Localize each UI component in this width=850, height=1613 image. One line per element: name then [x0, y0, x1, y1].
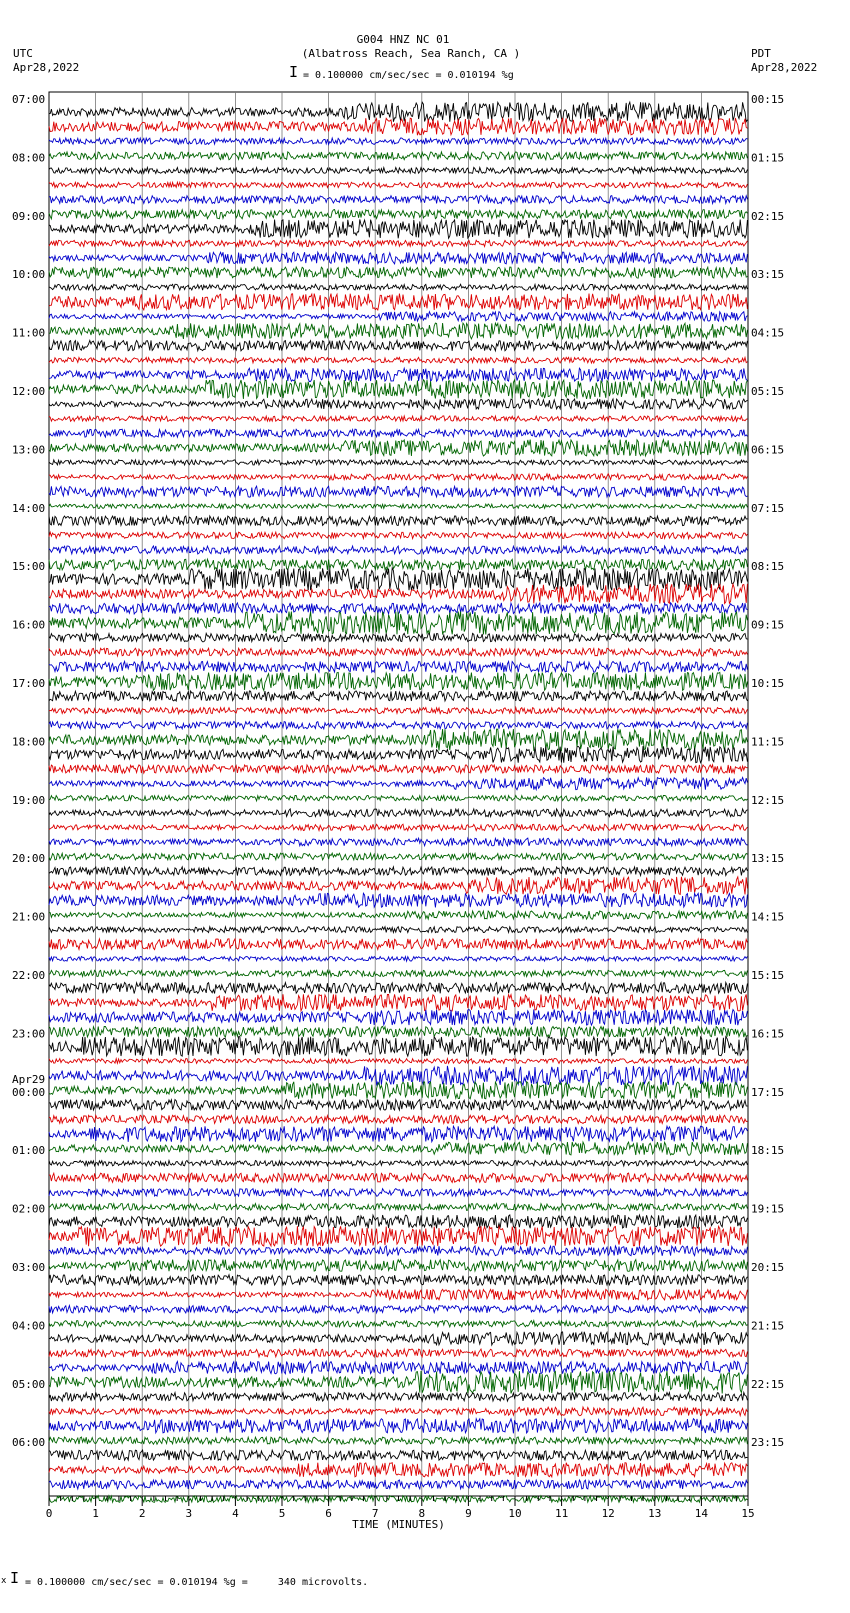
- trace-81: [49, 1275, 747, 1285]
- trace-12: [49, 267, 747, 278]
- x-tick-label: 9: [465, 1507, 472, 1520]
- trace-90: [49, 1407, 747, 1416]
- trace-57: [49, 927, 747, 933]
- x-tick-label: 7: [371, 1507, 379, 1520]
- trace-29: [49, 516, 747, 526]
- trace-59: [49, 957, 747, 962]
- pdt-hour-label: 19:15: [751, 1202, 785, 1216]
- trace-32: [49, 559, 747, 570]
- trace-78: [49, 1226, 747, 1246]
- x-tick-label: 4: [232, 1507, 239, 1520]
- footer-scale-text: = 0.100000 cm/sec/sec = 0.010194 %g = 340 microvolts.: [25, 1577, 369, 1588]
- trace-19: [49, 368, 747, 381]
- trace-92: [49, 1437, 747, 1444]
- trace-30: [49, 532, 747, 538]
- trace-76: [49, 1204, 747, 1211]
- pdt-hour-label: 07:15: [751, 501, 785, 515]
- trace-75: [49, 1189, 747, 1197]
- x-tick-label: 3: [185, 1507, 193, 1520]
- station-location: (Albatross Reach, Sea Ranch, CA ): [301, 47, 521, 60]
- pdt-hour-label: 22:15: [751, 1377, 785, 1391]
- trace-58: [49, 939, 747, 950]
- trace-60: [49, 970, 747, 976]
- pdt-hour-label: 02:15: [751, 209, 785, 223]
- trace-21: [49, 399, 747, 409]
- trace-27: [49, 486, 747, 497]
- day-change-label: Apr29: [12, 1072, 46, 1086]
- trace-24: [49, 440, 747, 456]
- trace-62: [49, 994, 747, 1011]
- right-timezone: PDT: [751, 47, 771, 60]
- x-tick-label: 12: [601, 1507, 615, 1520]
- trace-74: [49, 1173, 747, 1182]
- utc-hour-label: 21:00: [12, 910, 46, 924]
- trace-45: [49, 746, 747, 763]
- utc-hour-label: 18:00: [12, 735, 46, 749]
- trace-66: [49, 1059, 747, 1064]
- x-tick-label: 13: [648, 1507, 662, 1520]
- utc-hour-label: 20:00: [12, 852, 46, 866]
- right-date: Apr28,2022: [751, 61, 818, 74]
- trace-53: [49, 867, 747, 876]
- trace-69: [49, 1100, 747, 1111]
- trace-91: [49, 1419, 747, 1434]
- pdt-hour-label: 18:15: [751, 1144, 785, 1158]
- utc-hour-label: 09:00: [12, 209, 46, 223]
- x-tick-label: 15: [741, 1507, 755, 1520]
- trace-71: [49, 1126, 747, 1142]
- trace-47: [49, 777, 747, 789]
- trace-70: [49, 1115, 747, 1123]
- scale-bar-icon: I: [289, 63, 299, 81]
- utc-hour-label: 23:00: [12, 1027, 46, 1041]
- trace-46: [49, 765, 747, 774]
- pdt-hour-label: 06:15: [751, 443, 785, 457]
- utc-hour-label: 13:00: [12, 443, 46, 457]
- x-tick-label: 6: [325, 1507, 332, 1520]
- trace-9: [49, 219, 747, 238]
- trace-50: [49, 824, 747, 830]
- left-date: Apr28,2022: [13, 61, 80, 74]
- left-timezone: UTC: [13, 47, 33, 60]
- header-scale-text: = 0.100000 cm/sec/sec = 0.010194 %g: [303, 70, 514, 81]
- pdt-hour-label: 03:15: [751, 268, 785, 282]
- trace-28: [49, 504, 747, 508]
- pdt-hour-label: 14:15: [751, 910, 785, 924]
- trace-43: [49, 722, 747, 729]
- trace-77: [49, 1215, 747, 1228]
- trace-31: [49, 546, 747, 554]
- utc-hour-label: 03:00: [12, 1261, 46, 1274]
- utc-hour-label: 19:00: [12, 793, 46, 807]
- trace-8: [49, 210, 747, 219]
- trace-51: [49, 838, 747, 846]
- trace-73: [49, 1161, 747, 1166]
- utc-hour-label: 07:00: [12, 93, 46, 106]
- trace-39: [49, 661, 747, 672]
- trace-7: [49, 196, 747, 204]
- x-tick-label: 2: [138, 1507, 146, 1520]
- trace-40: [49, 672, 747, 690]
- trace-22: [49, 416, 747, 421]
- trace-72: [49, 1142, 747, 1155]
- pdt-hour-label: 17:15: [751, 1085, 785, 1099]
- trace-41: [49, 691, 747, 701]
- trace-65: [49, 1036, 747, 1056]
- utc-hour-label: 15:00: [12, 560, 46, 574]
- trace-16: [49, 323, 747, 339]
- trace-83: [49, 1305, 747, 1313]
- trace-13: [49, 284, 747, 290]
- pdt-hour-label: 12:15: [751, 793, 785, 807]
- x-tick-label: 14: [694, 1507, 709, 1520]
- utc-hour-label: 14:00: [12, 501, 46, 515]
- x-tick-label: 5: [278, 1507, 286, 1520]
- x-tick-label: 1: [92, 1507, 99, 1520]
- pdt-hour-label: 15:15: [751, 969, 785, 982]
- pdt-hour-label: 08:15: [751, 560, 785, 574]
- utc-hour-label: 16:00: [12, 618, 46, 632]
- trace-36: [49, 612, 747, 635]
- trace-6: [49, 182, 747, 187]
- trace-20: [49, 380, 747, 399]
- utc-hour-label: 22:00: [12, 969, 46, 982]
- trace-26: [49, 474, 747, 480]
- utc-hour-label: 08:00: [12, 151, 46, 165]
- utc-hour-label: 10:00: [12, 268, 46, 282]
- pdt-hour-label: 04:15: [751, 326, 785, 340]
- trace-85: [49, 1332, 747, 1345]
- trace-1: [49, 102, 747, 122]
- pdt-hour-label: 10:15: [751, 677, 785, 690]
- trace-37: [49, 633, 747, 641]
- trace-48: [49, 795, 747, 801]
- trace-82: [49, 1289, 747, 1300]
- pdt-hour-label: 05:15: [751, 385, 785, 398]
- pdt-hour-label: 01:15: [751, 151, 785, 165]
- trace-61: [49, 982, 747, 993]
- utc-hour-label: 12:00: [12, 385, 46, 398]
- pdt-hour-label: 00:15: [751, 93, 785, 106]
- trace-55: [49, 893, 747, 907]
- trace-38: [49, 648, 747, 656]
- pdt-hour-label: 13:15: [751, 852, 785, 866]
- x-tick-label: 11: [554, 1507, 569, 1520]
- trace-5: [49, 167, 747, 173]
- trace-49: [49, 809, 747, 817]
- x-tick-label: 10: [508, 1507, 522, 1520]
- trace-2: [49, 118, 747, 135]
- trace-10: [49, 240, 747, 246]
- trace-68: [49, 1082, 747, 1099]
- trace-42: [49, 708, 747, 714]
- trace-87: [49, 1361, 747, 1374]
- pdt-hour-label: 09:15: [751, 618, 785, 632]
- utc-hour-label: 04:00: [12, 1319, 46, 1333]
- utc-hour-label: 00:00: [12, 1085, 46, 1099]
- x-tick-label: 8: [418, 1507, 426, 1520]
- station-title: G004 HNZ NC 01: [356, 33, 450, 46]
- trace-86: [49, 1349, 747, 1357]
- trace-63: [49, 1009, 747, 1025]
- utc-hour-label: 11:00: [12, 326, 46, 340]
- trace-4: [49, 152, 747, 160]
- trace-93: [49, 1450, 747, 1460]
- utc-hour-label: 06:00: [12, 1436, 46, 1450]
- trace-15: [49, 312, 747, 322]
- trace-11: [49, 252, 747, 264]
- trace-3: [49, 138, 747, 144]
- x-axis-title: TIME (MINUTES): [352, 1518, 445, 1531]
- trace-94: [49, 1463, 747, 1477]
- pdt-hour-label: 20:15: [751, 1261, 785, 1274]
- utc-hour-label: 02:00: [12, 1202, 46, 1216]
- trace-17: [49, 340, 747, 350]
- trace-33: [49, 568, 747, 590]
- footer-scale-marker-icon: x: [1, 1576, 7, 1586]
- trace-56: [49, 911, 747, 920]
- utc-hour-label: 05:00: [12, 1377, 46, 1391]
- trace-79: [49, 1246, 747, 1256]
- pdt-hour-label: 23:15: [751, 1436, 785, 1450]
- trace-80: [49, 1260, 747, 1272]
- trace-25: [49, 460, 747, 465]
- pdt-hour-label: 16:15: [751, 1027, 785, 1041]
- trace-18: [49, 357, 747, 363]
- trace-23: [49, 429, 747, 437]
- trace-89: [49, 1393, 747, 1402]
- utc-hour-label: 17:00: [12, 677, 46, 690]
- trace-64: [49, 1026, 747, 1037]
- x-tick-label: 0: [45, 1507, 53, 1520]
- footer-scale-bar-icon: I: [10, 1569, 20, 1587]
- pdt-hour-label: 11:15: [751, 735, 785, 749]
- trace-88: [49, 1371, 747, 1394]
- pdt-hour-label: 21:15: [751, 1319, 785, 1333]
- trace-14: [49, 294, 747, 310]
- trace-54: [49, 877, 747, 895]
- trace-95: [49, 1480, 747, 1489]
- trace-52: [49, 853, 747, 860]
- utc-hour-label: 01:00: [12, 1144, 46, 1158]
- trace-84: [49, 1321, 747, 1327]
